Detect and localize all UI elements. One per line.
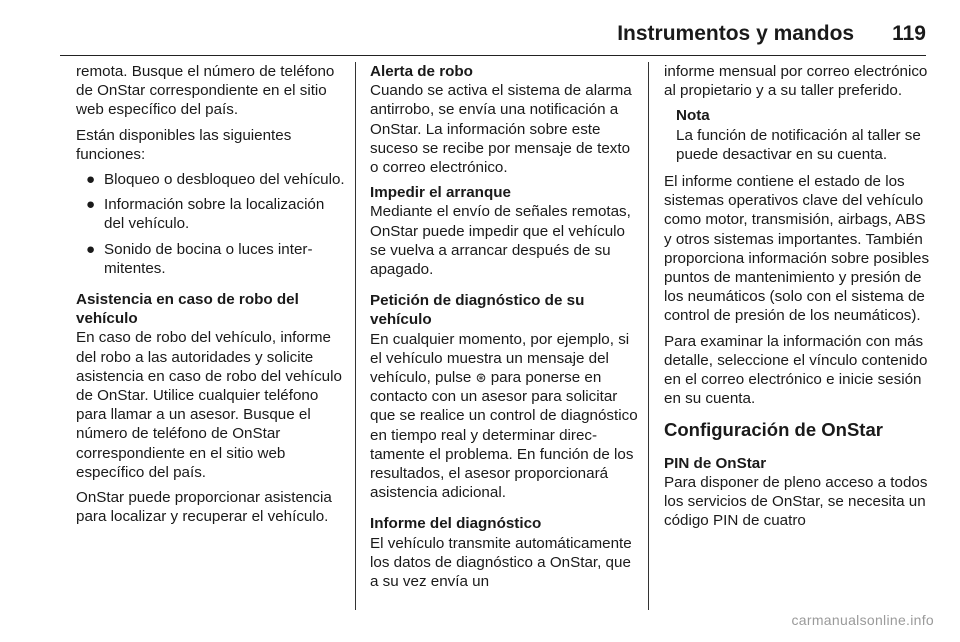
note-box: [664, 106, 936, 164]
watermark: carmanualsonline.info: [791, 612, 934, 628]
paragraph-pin-onstar: Para disponer de pleno acceso a todos los servicios de OnStar, se necesita un código PIN de cuatro: [664, 473, 928, 530]
page-number: 119: [892, 22, 926, 45]
paragraph-informe-diagnostico: El vehículo transmite automáticamente los datos de diagnóstico a OnStar, que a su vez envía un: [370, 534, 632, 591]
bullet-icon: ●: [86, 196, 96, 214]
heading-peticion-diagnostico: Petición de diagnóstico de su vehículo: [370, 292, 585, 329]
column-1: [76, 62, 348, 532]
heading-impedir-arranque: Impedir el arranque: [370, 184, 511, 202]
paragraph-onstar-localizar: OnStar puede proporcionar asistencia para localizar y recuperar el vehículo.: [76, 489, 332, 526]
note-title: Nota: [676, 107, 710, 125]
paragraph-impedir-arranque: Mediante el envío de señales remotas, OnStar puede impedir que el vehículo se vuelva a arrancar después de su apagado.: [370, 203, 631, 279]
column-3: [664, 62, 936, 536]
list-item: ● Sonido de bocina o luces intermitentes.: [86, 240, 313, 277]
functions-list: [76, 170, 348, 278]
onstar-button-icon: ⊛: [475, 370, 487, 386]
note-body: La función de notificación al taller se puede desactivar en su cuenta.: [676, 126, 921, 163]
list-item: ● Bloqueo o desbloqueo del vehículo.: [86, 171, 345, 189]
paragraph-alerta-robo: Cuando se activa el sistema de alarma antirrobo, se envía una notificación a OnStar. La información sobre este suceso se recibe por mensaje de texto o correo electrónico.: [370, 82, 632, 177]
list-item: ● Información sobre la localización del vehículo.: [86, 196, 325, 233]
paragraph-informe-mensual: informe mensual por correo electrónico al propietario y a su taller preferido.: [664, 63, 928, 100]
heading-pin-onstar: PIN de OnStar: [664, 454, 767, 472]
paragraph-asistencia-robo: En caso de robo del vehículo, informe del robo a las autoridades y solicite asistencia en caso de robo del vehículo de OnStar. Utilice cualquier teléfono para llamar a un asesor. Busque el número de teléfono de OnStar correspondiente en el sitio web específico del país.: [76, 329, 342, 481]
header-rule: [60, 55, 926, 56]
paragraph-peticion-diagnostico: En cualquier momento, por ejemplo, si el vehículo muestra un mensaje del vehículo, pulse ⊛ para ponerse en contacto con un asesor para solicitar que se realice un control de diagnóstico en tiempo real y determinar directamente el problema. En función de los resultados, el asesor proporcionará asistencia adicional.: [370, 330, 638, 502]
column-2: [370, 62, 642, 597]
column-divider-1: [355, 62, 356, 610]
paragraph-estado-sistemas: El informe contiene el estado de los sistemas operativos clave del vehículo como motor, transmisión, airbags, ABS y otros sistemas importantes. También proporciona información sobre posibles puntos de mantenimiento y presión de los neumáticos (solo con el sistema de control de presión de los neumáticos).: [664, 173, 930, 325]
bullet-icon: ●: [86, 171, 96, 189]
bullet-icon: ●: [86, 240, 96, 258]
paragraph-examinar-informacion: Para examinar la información con más detalle, seleccione el vínculo contenido en el correo electrónico e inicie sesión en su cuenta.: [664, 332, 928, 408]
heading-asistencia-robo: Asistencia en caso de robo del vehículo: [76, 291, 299, 328]
heading-alerta-robo: Alerta de robo: [370, 63, 473, 80]
heading-configuracion-onstar: Configuración de OnStar: [664, 419, 883, 441]
column-divider-2: [648, 62, 649, 610]
paragraph-remota: remota. Busque el número de teléfono de OnStar correspondiente en el sitio web específico del país.: [76, 63, 335, 119]
paragraph-funciones: Están disponibles las siguientes funciones:: [76, 126, 292, 163]
page-header: [60, 22, 926, 46]
section-title: Instrumentos y mandos: [617, 22, 855, 45]
heading-informe-diagnostico: Informe del diagnóstico: [370, 515, 542, 533]
